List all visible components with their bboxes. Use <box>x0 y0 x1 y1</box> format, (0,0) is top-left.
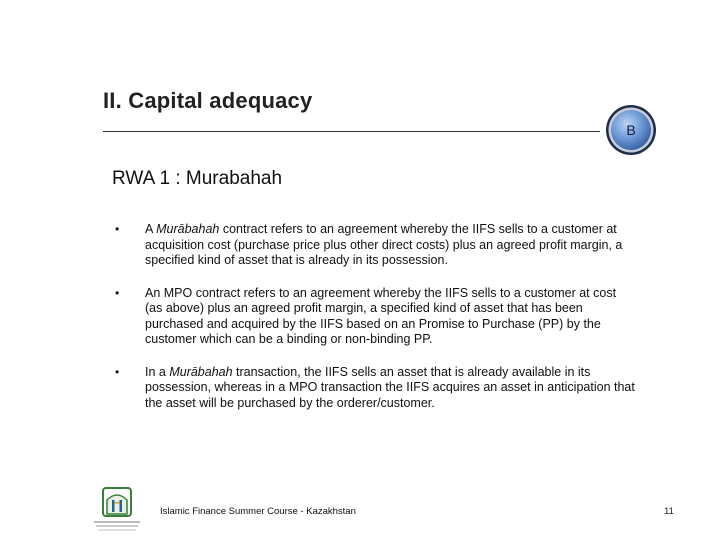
bullet-marker: • <box>115 285 120 300</box>
footer-text: Islamic Finance Summer Course - Kazakhstan <box>160 506 356 517</box>
bullet-item <box>115 365 635 412</box>
bullet-text-emphasis: Murābahah <box>169 364 233 379</box>
slide-subtitle: RWA 1 : Murabahah <box>112 168 283 189</box>
bullet-text-post: transaction, the IIFS sells an asset that is already available in its possession, whereas in a MPO transaction the IIFS acquires an asset in anticipation that the asset will be purchased by the orderer/customer. <box>145 364 635 410</box>
institution-logo-icon <box>90 486 144 534</box>
title-divider <box>103 131 600 132</box>
bullet-text-pre: In a <box>145 364 170 379</box>
bullet-item <box>115 286 635 348</box>
bullet-text <box>145 365 635 410</box>
bullet-list <box>115 222 635 428</box>
bullet-text-post: An MPO contract refers to an agreement whereby the IIFS sells to a customer at cost (as above) plus an agreed profit margin, a specified kind of asset that has been purchased and acquired by the IIFS based on an Promise to Purchase (PP) by the customer which can be a binding or non-binding PP. <box>145 285 617 346</box>
bullet-text-emphasis: Murābahah <box>156 222 220 236</box>
bullet-item <box>115 222 635 269</box>
page-number: 11 <box>664 506 674 517</box>
section-badge <box>604 103 658 157</box>
slide-title: II. Capital adequacy <box>103 88 313 113</box>
bullet-text <box>145 286 616 347</box>
badge-letter: B <box>626 122 636 138</box>
bullet-text-post: contract refers to an agreement whereby the IIFS sells to a customer at acquisition cost (purchase price plus other direct costs) plus an agreed profit margin, a specified kind of asset that is already in its possession. <box>145 222 623 267</box>
bullet-marker: • <box>115 222 120 236</box>
bullet-text <box>145 222 622 267</box>
bullet-marker: • <box>115 364 120 379</box>
bullet-text-pre: A <box>145 222 157 236</box>
